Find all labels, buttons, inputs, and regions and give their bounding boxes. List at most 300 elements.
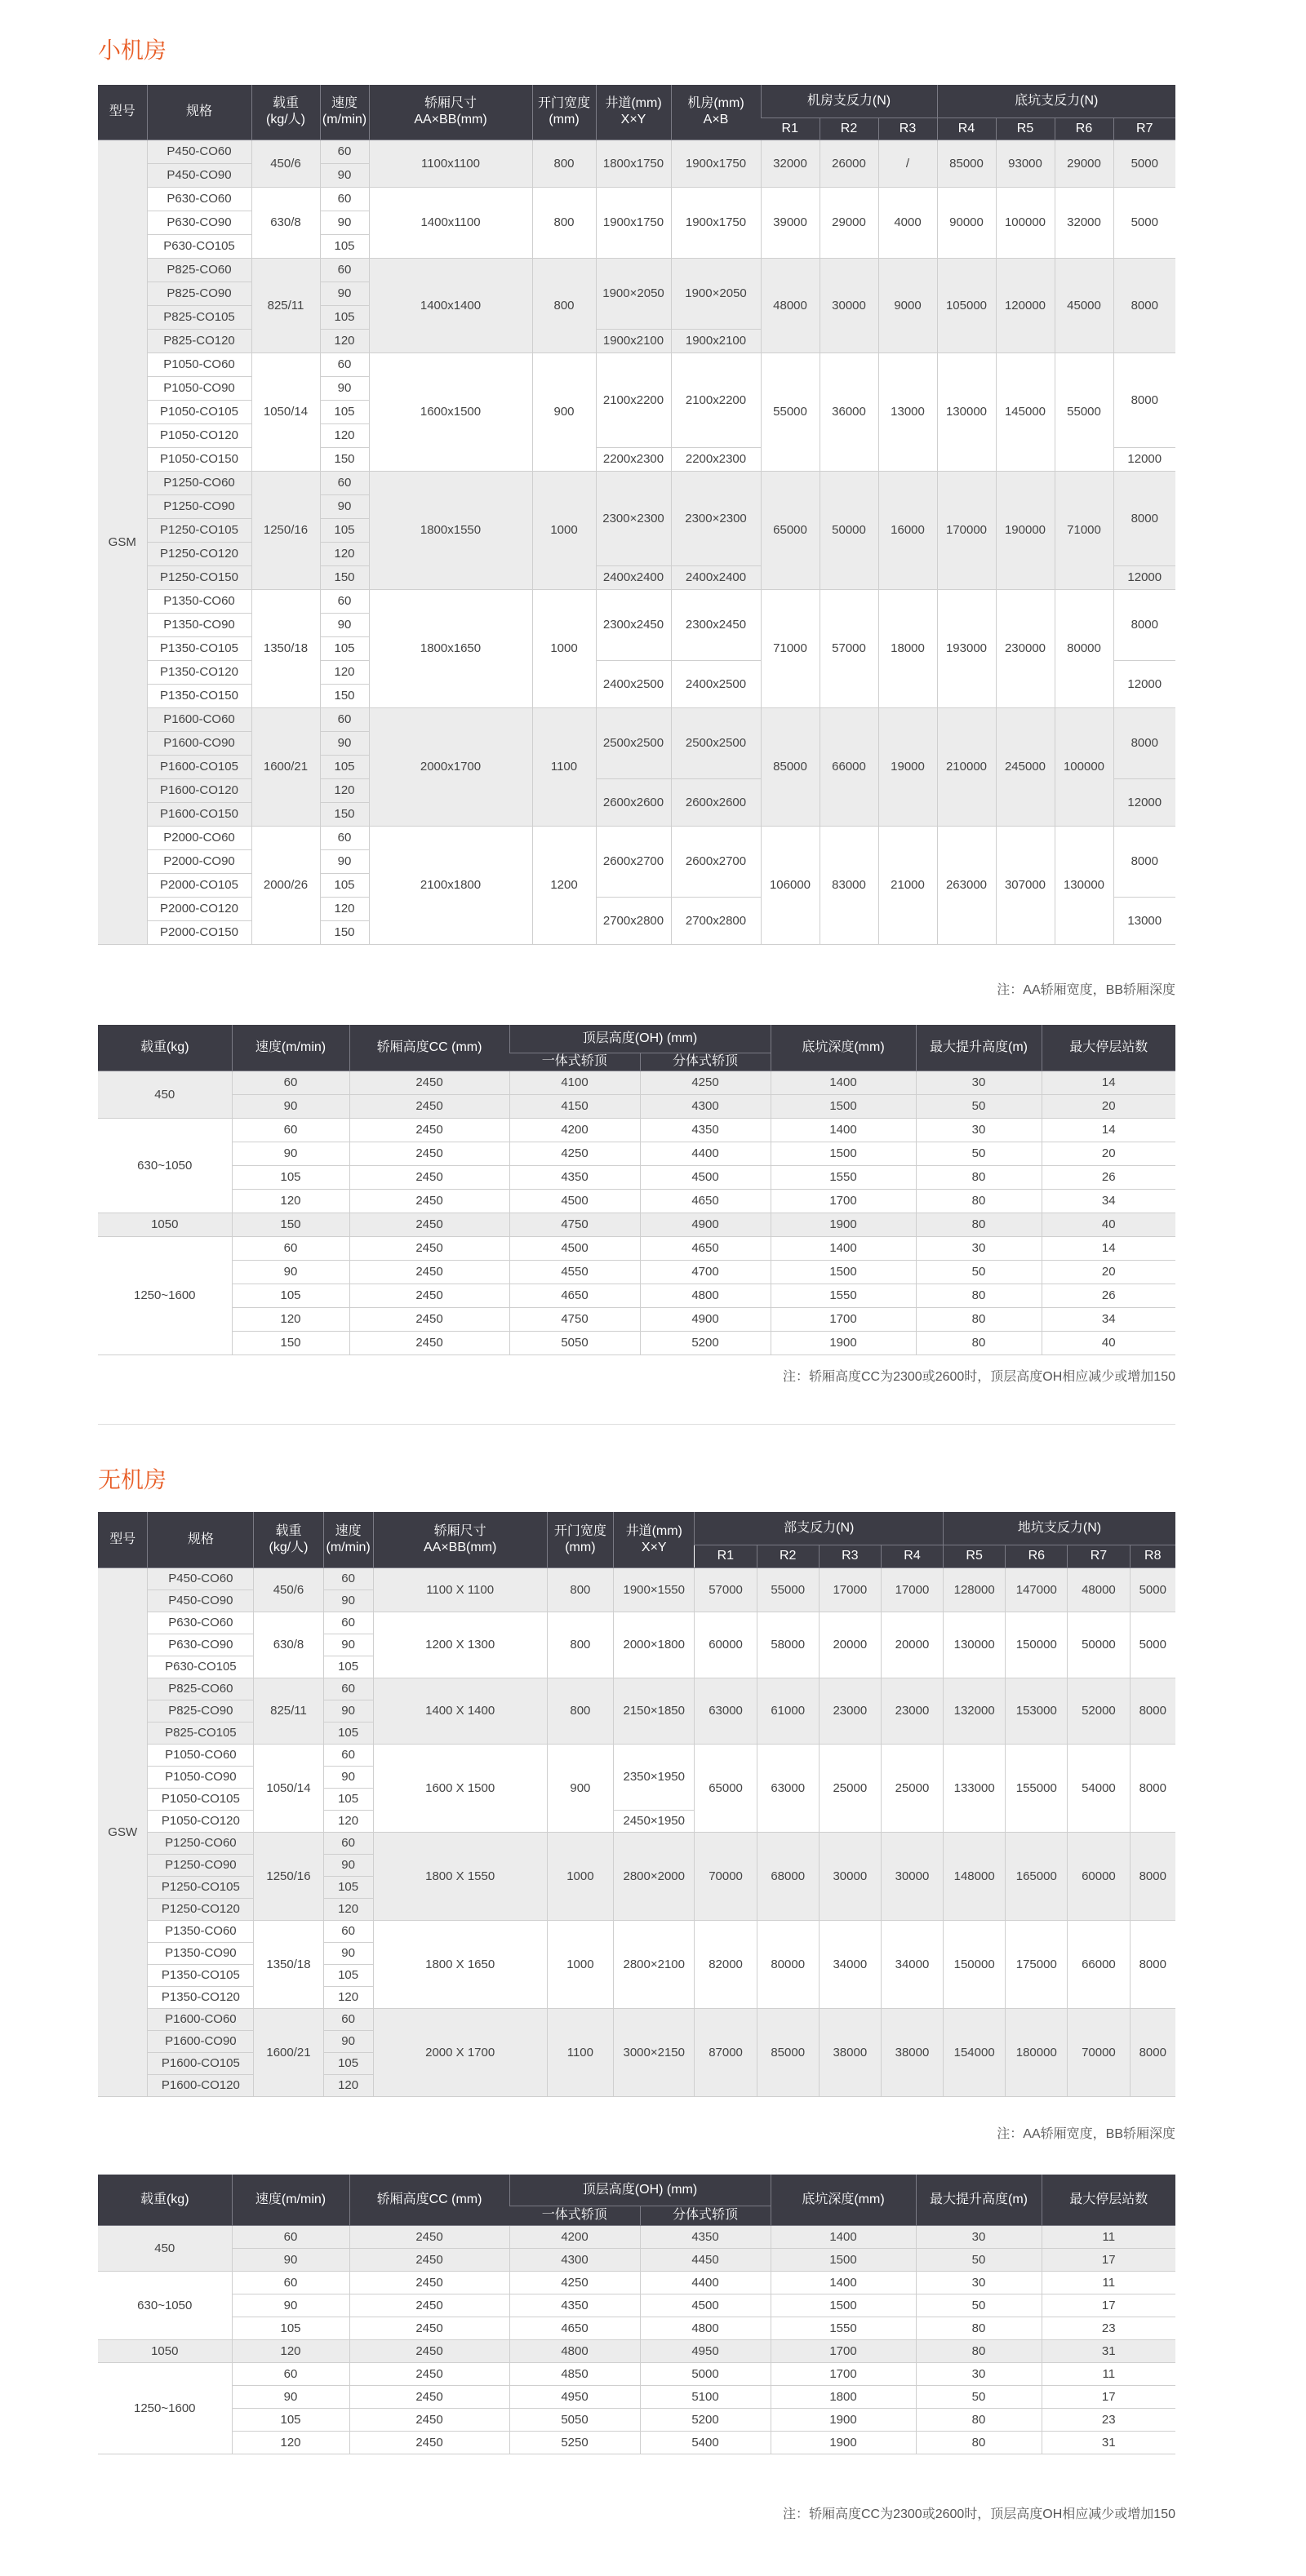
speed-cell: 60	[323, 2008, 373, 2030]
r1-cell: 39000	[761, 187, 820, 258]
spec-cell: P1050-CO120	[147, 423, 251, 447]
max-rise-cell: 80	[916, 2317, 1042, 2339]
spec-cell: P2000-CO150	[147, 920, 251, 944]
r1-cell: 65000	[695, 1744, 757, 1832]
machine-room-cell: 2300×2300	[671, 471, 761, 565]
spec-cell: P450-CO90	[148, 1589, 254, 1612]
max-stops-cell: 34	[1042, 1189, 1175, 1213]
header-max-rise: 最大提升高度(m)	[916, 1025, 1042, 1071]
split-top-cell: 5200	[640, 1331, 771, 1355]
table-row	[98, 1284, 1175, 1307]
integrated-top-cell: 4500	[509, 1189, 640, 1213]
speed-cell: 90	[320, 494, 369, 518]
speed-cell: 60	[320, 140, 369, 163]
header-spec: 规格	[147, 85, 251, 140]
r4-cell: 130000	[937, 352, 996, 471]
max-rise-cell: 50	[916, 1142, 1042, 1165]
r7-cell: 8000	[1113, 471, 1175, 565]
r7-cell: 54000	[1068, 1744, 1130, 1832]
header-r5: R5	[996, 117, 1055, 140]
integrated-top-cell: 5250	[509, 2431, 640, 2454]
speed-cell: 90	[232, 2385, 349, 2408]
split-top-cell: 5000	[640, 2362, 771, 2385]
car-size-cell: 2000 X 1700	[373, 2008, 547, 2096]
r4-cell: 210000	[937, 707, 996, 826]
header-door-width: 开门宽度 (mm)	[532, 85, 596, 140]
car-height-cell: 2450	[349, 1142, 509, 1165]
car-height-cell: 2450	[349, 2385, 509, 2408]
spec-cell: P1050-CO120	[148, 1810, 254, 1832]
r4-cell: 38000	[881, 2008, 943, 2096]
r5-cell: 133000	[944, 1744, 1006, 1832]
r7-cell: 8000	[1113, 589, 1175, 660]
speed-cell: 90	[323, 1700, 373, 1722]
table-row	[98, 2271, 1175, 2294]
door-width-cell: 800	[532, 258, 596, 352]
max-rise-cell: 30	[916, 2362, 1042, 2385]
max-stops-cell: 14	[1042, 1118, 1175, 1142]
speed-cell: 120	[320, 778, 369, 802]
r7-cell: 12000	[1113, 447, 1175, 471]
car-height-cell: 2450	[349, 2294, 509, 2317]
speed-cell: 90	[320, 211, 369, 234]
car-size-cell: 2100x1800	[369, 826, 532, 944]
split-top-cell: 4650	[640, 1236, 771, 1260]
load-cell: 1250~1600	[98, 1236, 232, 1355]
r4-cell: 23000	[881, 1678, 943, 1744]
r6-cell: 180000	[1006, 2008, 1068, 2096]
max-stops-cell: 40	[1042, 1331, 1175, 1355]
table-row	[98, 2408, 1175, 2431]
r8-cell: 8000	[1130, 1678, 1175, 1744]
r1-cell: 60000	[695, 1612, 757, 1678]
shaft-cell: 2500x2500	[596, 707, 671, 778]
load-cell: 450/6	[254, 1567, 323, 1612]
speed-cell: 105	[232, 1165, 349, 1189]
max-rise-cell: 80	[916, 2408, 1042, 2431]
table-row	[98, 1142, 1175, 1165]
car-height-cell: 2450	[349, 1284, 509, 1307]
speed-cell: 60	[232, 1236, 349, 1260]
door-width-cell: 1000	[547, 1832, 613, 1920]
spec-cell: P1350-CO105	[147, 636, 251, 660]
split-top-cell: 4350	[640, 1118, 771, 1142]
header-r5: R5	[944, 1545, 1006, 1567]
max-stops-cell: 20	[1042, 1260, 1175, 1284]
r5-cell: 100000	[996, 187, 1055, 258]
max-stops-cell: 11	[1042, 2271, 1175, 2294]
r5-cell: 148000	[944, 1832, 1006, 1920]
car-size-cell: 1600x1500	[369, 352, 532, 471]
r5-cell: 154000	[944, 2008, 1006, 2096]
table-row	[98, 1567, 1175, 1589]
split-top-cell: 5400	[640, 2431, 771, 2454]
split-top-cell: 4400	[640, 1142, 771, 1165]
speed-cell: 60	[320, 258, 369, 282]
pit-depth-cell: 1700	[771, 1307, 916, 1331]
header-r6: R6	[1055, 117, 1113, 140]
speed-cell: 105	[320, 234, 369, 258]
r6-cell: 147000	[1006, 1567, 1068, 1612]
spec-cell: P1050-CO105	[147, 400, 251, 423]
header-r3: R3	[819, 1545, 881, 1567]
shaft-cell: 1900×1550	[613, 1567, 695, 1612]
header-car-height: 轿厢高度CC (mm)	[349, 1025, 509, 1071]
header-pit-force: 底坑支反力(N)	[937, 85, 1175, 117]
spec-cell: P825-CO60	[147, 258, 251, 282]
speed-cell: 105	[232, 2317, 349, 2339]
r7-cell: 8000	[1113, 707, 1175, 778]
spec-cell: P450-CO60	[147, 140, 251, 163]
r7-cell: 13000	[1113, 897, 1175, 944]
r5-cell: 130000	[944, 1612, 1006, 1678]
r2-cell: 57000	[820, 589, 878, 707]
speed-cell: 150	[320, 920, 369, 944]
speed-cell: 60	[232, 2362, 349, 2385]
spec-cell: P1050-CO105	[148, 1788, 254, 1810]
r1-cell: 70000	[695, 1832, 757, 1920]
integrated-top-cell: 4750	[509, 1213, 640, 1236]
header-load: 载重 (kg/人)	[254, 1512, 323, 1567]
r4-cell: 170000	[937, 471, 996, 589]
car-height-cell: 2450	[349, 1118, 509, 1142]
car-size-cell: 1400x1100	[369, 187, 532, 258]
speed-cell: 105	[323, 1876, 373, 1898]
speed-cell: 105	[232, 1284, 349, 1307]
max-rise-cell: 80	[916, 1331, 1042, 1355]
integrated-top-cell: 4250	[509, 1142, 640, 1165]
r6-cell: 45000	[1055, 258, 1113, 352]
r3-cell: 38000	[819, 2008, 881, 2096]
header-r2: R2	[820, 117, 878, 140]
r7-cell: 12000	[1113, 565, 1175, 589]
table-row	[98, 1118, 1175, 1142]
split-top-cell: 4500	[640, 2294, 771, 2317]
spec-cell: P450-CO90	[147, 163, 251, 187]
spec-cell: P825-CO60	[148, 1678, 254, 1700]
speed-cell: 120	[323, 2074, 373, 2096]
header-overhead: 顶层高度(OH) (mm)	[509, 1025, 771, 1053]
shaft-cell: 2000×1800	[613, 1612, 695, 1678]
header-load: 载重 (kg/人)	[251, 85, 320, 140]
load-cell: 630~1050	[98, 1118, 232, 1213]
car-height-cell: 2450	[349, 2339, 509, 2362]
r3-cell: 23000	[819, 1678, 881, 1744]
load-cell: 1250/16	[251, 471, 320, 589]
load-cell: 1050	[98, 1213, 232, 1236]
header-spec: 规格	[148, 1512, 254, 1567]
max-stops-cell: 26	[1042, 1284, 1175, 1307]
speed-cell: 90	[323, 1766, 373, 1788]
r7-cell: 70000	[1068, 2008, 1130, 2096]
r2-cell: 55000	[757, 1567, 819, 1612]
shaft-cell: 1900x2100	[596, 329, 671, 352]
r7-cell: 60000	[1068, 1832, 1130, 1920]
table-row	[98, 2362, 1175, 2385]
split-top-cell: 4500	[640, 1165, 771, 1189]
table-row	[98, 187, 1175, 211]
speed-cell: 150	[320, 684, 369, 707]
machine-room-cell: 1900x1750	[671, 140, 761, 187]
r1-cell: 63000	[695, 1678, 757, 1744]
max-rise-cell: 50	[916, 2385, 1042, 2408]
pit-depth-cell: 1700	[771, 1189, 916, 1213]
speed-cell: 120	[232, 1189, 349, 1213]
r2-cell: 83000	[820, 826, 878, 944]
split-top-cell: 4450	[640, 2248, 771, 2271]
max-stops-cell: 17	[1042, 2248, 1175, 2271]
table-row	[98, 1165, 1175, 1189]
max-rise-cell: 50	[916, 2248, 1042, 2271]
spec-cell: P630-CO105	[148, 1656, 254, 1678]
speed-cell: 60	[232, 1118, 349, 1142]
car-height-cell: 2450	[349, 1307, 509, 1331]
split-top-cell: 5100	[640, 2385, 771, 2408]
header-r1: R1	[761, 117, 820, 140]
door-width-cell: 800	[547, 1612, 613, 1678]
speed-cell: 120	[320, 329, 369, 352]
max-stops-cell: 26	[1042, 1165, 1175, 1189]
r5-cell: 307000	[996, 826, 1055, 944]
speed-cell: 90	[323, 1854, 373, 1876]
r8-cell: 5000	[1130, 1612, 1175, 1678]
model-cell: GSW	[98, 1567, 148, 2096]
car-height-cell: 2450	[349, 1189, 509, 1213]
r5-cell: 128000	[944, 1567, 1006, 1612]
header-model: 型号	[98, 1512, 148, 1567]
header-r7: R7	[1113, 117, 1175, 140]
r6-cell: 29000	[1055, 140, 1113, 187]
r4-cell: 85000	[937, 140, 996, 187]
header-top-force: 部支反力(N)	[695, 1512, 944, 1545]
pit-depth-cell: 1500	[771, 1142, 916, 1165]
speed-cell: 120	[320, 660, 369, 684]
pit-depth-cell: 1900	[771, 2408, 916, 2431]
car-height-cell: 2450	[349, 2408, 509, 2431]
table-row	[98, 2225, 1175, 2248]
speed-cell: 90	[232, 2248, 349, 2271]
integrated-top-cell: 4250	[509, 2271, 640, 2294]
table-row	[98, 1744, 1175, 1766]
header-r6: R6	[1006, 1545, 1068, 1567]
table-row	[98, 1832, 1175, 1854]
pit-depth-cell: 1400	[771, 1118, 916, 1142]
speed-cell: 60	[323, 1678, 373, 1700]
r3-cell: 21000	[878, 826, 937, 944]
split-top-cell: 4250	[640, 1071, 771, 1094]
r3-cell: 20000	[819, 1612, 881, 1678]
r7-cell: 66000	[1068, 1920, 1130, 2008]
shaft-cell: 2150×1850	[613, 1678, 695, 1744]
integrated-top-cell: 4650	[509, 2317, 640, 2339]
pit-depth-cell: 1900	[771, 1213, 916, 1236]
car-size-cell: 1600 X 1500	[373, 1744, 547, 1832]
r6-cell: 153000	[1006, 1678, 1068, 1744]
r5-cell: 245000	[996, 707, 1055, 826]
integrated-top-cell: 4100	[509, 1071, 640, 1094]
integrated-top-cell: 4500	[509, 1236, 640, 1260]
r7-cell: 8000	[1113, 826, 1175, 897]
speed-cell: 90	[323, 2030, 373, 2052]
header-r2: R2	[757, 1545, 819, 1567]
r1-cell: 57000	[695, 1567, 757, 1612]
spec-cell: P1250-CO90	[148, 1854, 254, 1876]
speed-cell: 60	[323, 1744, 373, 1766]
r2-cell: 68000	[757, 1832, 819, 1920]
r6-cell: 80000	[1055, 589, 1113, 707]
r3-cell: 18000	[878, 589, 937, 707]
door-width-cell: 1000	[532, 471, 596, 589]
speed-cell: 150	[232, 1213, 349, 1236]
machine-room-cell: 2500x2500	[671, 707, 761, 778]
speed-cell: 150	[320, 802, 369, 826]
r5-cell: 145000	[996, 352, 1055, 471]
speed-cell: 60	[320, 589, 369, 613]
header-machine-room-force: 机房支反力(N)	[761, 85, 937, 117]
r4-cell: 263000	[937, 826, 996, 944]
split-top-cell: 4300	[640, 1094, 771, 1118]
small-machine-room-height-note: 注：轿厢高度CC为2300或2600时，顶层高度OH相应减少或增加150	[783, 1370, 1175, 1384]
speed-cell: 105	[320, 636, 369, 660]
split-top-cell: 4800	[640, 1284, 771, 1307]
spec-cell: P2000-CO105	[147, 873, 251, 897]
r4-cell: 17000	[881, 1567, 943, 1612]
car-size-cell: 1800 X 1650	[373, 1920, 547, 2008]
machine-room-cell: 2300x2450	[671, 589, 761, 660]
r7-cell: 5000	[1113, 187, 1175, 258]
spec-cell: P1600-CO150	[147, 802, 251, 826]
speed-cell: 105	[320, 873, 369, 897]
r2-cell: 63000	[757, 1744, 819, 1832]
speed-cell: 150	[320, 565, 369, 589]
speed-cell: 90	[320, 163, 369, 187]
header-max-rise: 最大提升高度(m)	[916, 2175, 1042, 2225]
car-size-cell: 1100x1100	[369, 140, 532, 187]
car-height-cell: 2450	[349, 1213, 509, 1236]
shaft-cell: 2450×1950	[613, 1810, 695, 1832]
max-stops-cell: 40	[1042, 1213, 1175, 1236]
spec-cell: P825-CO105	[148, 1722, 254, 1744]
load-cell: 1250~1600	[98, 2362, 232, 2454]
speed-cell: 60	[320, 826, 369, 849]
spec-cell: P1050-CO150	[147, 447, 251, 471]
header-integrated-top: 一体式轿顶	[509, 2206, 640, 2225]
r1-cell: 55000	[761, 352, 820, 471]
integrated-top-cell: 4650	[509, 1284, 640, 1307]
table-row	[98, 352, 1175, 376]
speed-cell: 60	[232, 2271, 349, 2294]
spec-cell: P1250-CO120	[147, 542, 251, 565]
r1-cell: 85000	[761, 707, 820, 826]
table-row	[98, 471, 1175, 494]
integrated-top-cell: 4200	[509, 2225, 640, 2248]
door-width-cell: 800	[547, 1567, 613, 1612]
speed-cell: 90	[320, 282, 369, 305]
spec-cell: P1050-CO90	[148, 1766, 254, 1788]
car-height-cell: 2450	[349, 1236, 509, 1260]
car-size-cell: 1800x1550	[369, 471, 532, 589]
r3-cell: 4000	[878, 187, 937, 258]
table-row	[98, 589, 1175, 613]
max-rise-cell: 50	[916, 1094, 1042, 1118]
max-rise-cell: 80	[916, 2431, 1042, 2454]
spec-cell: P1250-CO120	[148, 1898, 254, 1920]
r8-cell: 8000	[1130, 1920, 1175, 2008]
speed-cell: 60	[323, 1832, 373, 1854]
r8-cell: 8000	[1130, 1744, 1175, 1832]
pit-depth-cell: 1500	[771, 2294, 916, 2317]
max-stops-cell: 17	[1042, 2294, 1175, 2317]
split-top-cell: 4900	[640, 1307, 771, 1331]
max-stops-cell: 23	[1042, 2408, 1175, 2431]
speed-cell: 60	[232, 1071, 349, 1094]
machine-room-less-height-table	[98, 2175, 1175, 2454]
pit-depth-cell: 1500	[771, 1260, 916, 1284]
spec-cell: P1250-CO90	[147, 494, 251, 518]
header-shaft: 井道(mm) X×Y	[596, 85, 671, 140]
header-machine-room: 机房(mm) A×B	[671, 85, 761, 140]
header-integrated-top: 一体式轿顶	[509, 1053, 640, 1071]
r2-cell: 36000	[820, 352, 878, 471]
machine-room-cell: 1900×2050	[671, 258, 761, 329]
r3-cell: 34000	[819, 1920, 881, 2008]
r6-cell: 55000	[1055, 352, 1113, 471]
pit-depth-cell: 1400	[771, 2271, 916, 2294]
load-cell: 450	[98, 1071, 232, 1118]
machine-room-cell: 2400x2400	[671, 565, 761, 589]
speed-cell: 105	[323, 1722, 373, 1744]
load-cell: 450/6	[251, 140, 320, 187]
speed-cell: 105	[320, 518, 369, 542]
max-stops-cell: 11	[1042, 2225, 1175, 2248]
header-split-top: 分体式轿顶	[640, 1053, 771, 1071]
max-rise-cell: 30	[916, 1071, 1042, 1094]
shaft-cell: 2700x2800	[596, 897, 671, 944]
table-row	[98, 140, 1175, 163]
header-r8: R8	[1130, 1545, 1175, 1567]
r6-cell: 71000	[1055, 471, 1113, 589]
speed-cell: 105	[320, 400, 369, 423]
spec-cell: P1050-CO60	[148, 1744, 254, 1766]
small-machine-room-spec-table	[98, 85, 1175, 945]
header-pit-depth: 底坑深度(mm)	[771, 1025, 916, 1071]
spec-cell: P1350-CO90	[148, 1942, 254, 1964]
split-top-cell: 4400	[640, 2271, 771, 2294]
max-rise-cell: 50	[916, 2294, 1042, 2317]
spec-cell: P630-CO90	[147, 211, 251, 234]
r7-cell: 52000	[1068, 1678, 1130, 1744]
integrated-top-cell: 4300	[509, 2248, 640, 2271]
header-max-stops: 最大停层站数	[1042, 2175, 1175, 2225]
integrated-top-cell: 4350	[509, 2294, 640, 2317]
max-rise-cell: 30	[916, 1236, 1042, 1260]
load-cell: 630/8	[254, 1612, 323, 1678]
r5-cell: 230000	[996, 589, 1055, 707]
r4-cell: 105000	[937, 258, 996, 352]
table-row	[98, 1260, 1175, 1284]
speed-cell: 105	[323, 1788, 373, 1810]
table-row	[98, 1094, 1175, 1118]
pit-depth-cell: 1400	[771, 1071, 916, 1094]
integrated-top-cell: 5050	[509, 1331, 640, 1355]
table-row	[98, 2248, 1175, 2271]
shaft-cell: 2350×1950	[613, 1744, 695, 1810]
table-row	[98, 826, 1175, 849]
pit-depth-cell: 1800	[771, 2385, 916, 2408]
car-size-cell: 1200 X 1300	[373, 1612, 547, 1678]
header-r1: R1	[695, 1545, 757, 1567]
spec-cell: P825-CO120	[147, 329, 251, 352]
